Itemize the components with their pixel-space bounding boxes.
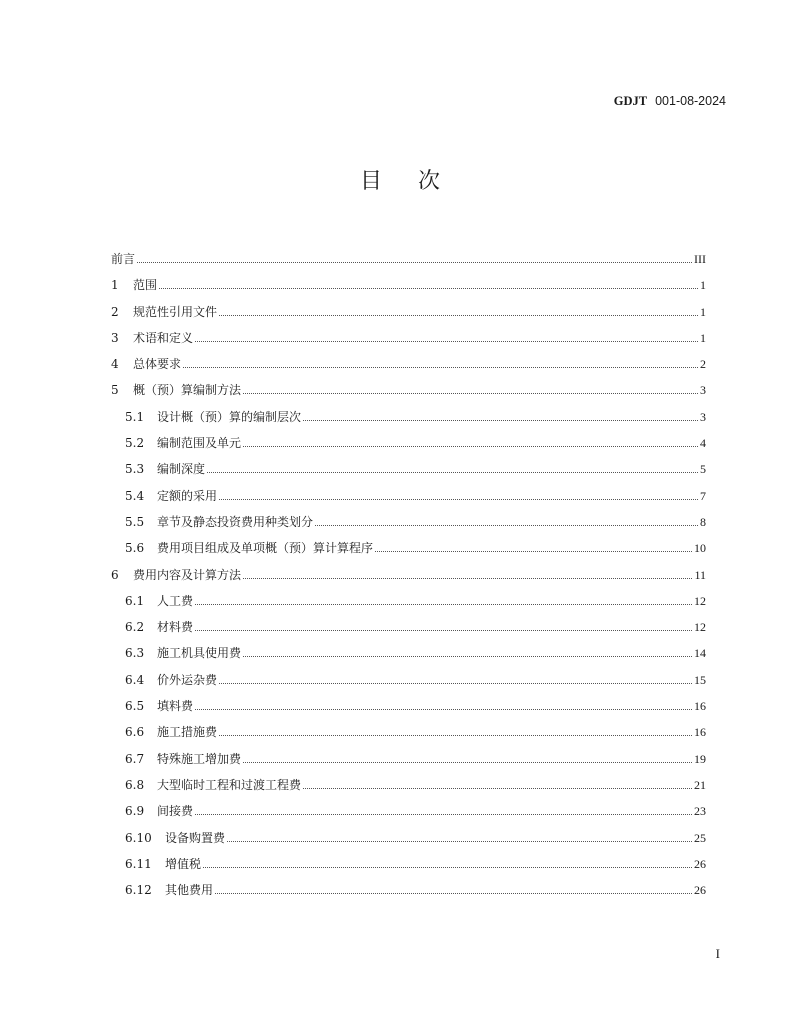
toc-entry[interactable] (111, 592, 706, 618)
toc-entry[interactable] (111, 381, 706, 407)
toc-entry-number: 2 (111, 304, 119, 319)
toc-dot-leader (243, 393, 698, 394)
document-code-number: 001-08-2024 (655, 94, 726, 108)
toc-entry-page: 16 (694, 699, 706, 714)
toc-entry[interactable] (111, 802, 706, 828)
toc-dot-leader (303, 788, 692, 789)
toc-entry-title: 施工机具使用费 (157, 646, 242, 661)
toc-dot-leader (375, 551, 692, 552)
toc-entry-title: 价外运杂费 (157, 672, 218, 687)
toc-title: 目次 (359, 169, 476, 194)
toc-dot-leader (243, 446, 698, 447)
toc-entry[interactable] (111, 723, 706, 749)
toc-entry-page: 21 (694, 777, 706, 792)
toc-entry-page: 26 (694, 856, 706, 871)
toc-dot-leader (195, 604, 692, 605)
toc-entry-title: 填料费 (157, 699, 194, 714)
toc-entry-title: 间接费 (157, 804, 194, 819)
toc-entry-number: 5.5 (125, 514, 145, 529)
toc-entry-page: 19 (694, 751, 706, 766)
toc-entry-title: 范围 (133, 278, 158, 293)
toc-entry-page: 8 (700, 514, 706, 529)
toc-entry[interactable] (111, 513, 706, 539)
toc-dot-leader (195, 814, 692, 815)
toc-entry-number: 6.12 (125, 883, 152, 898)
toc-dot-leader (219, 315, 698, 316)
toc-entry-page: 4 (700, 436, 706, 451)
toc-entry-number: 6.3 (125, 646, 145, 661)
toc-entry[interactable] (111, 566, 706, 592)
toc-entry-title: 特殊施工增加费 (157, 751, 242, 766)
toc-entry-page: 3 (700, 409, 706, 424)
toc-entry-page: 25 (694, 830, 706, 845)
toc-entry-number: 5 (111, 383, 119, 398)
toc-entry-page: 2 (700, 357, 706, 372)
toc-entry-title: 增值税 (165, 856, 202, 871)
toc-entry-title: 规范性引用文件 (133, 304, 218, 319)
toc-entry-number: 6.1 (125, 593, 145, 608)
toc-entry-number: 5.3 (125, 462, 145, 477)
toc-entry-page: 1 (700, 304, 706, 319)
toc-entry-title: 设备购置费 (165, 830, 226, 845)
toc-dot-leader (219, 499, 698, 500)
toc-entry-page: 15 (694, 672, 706, 687)
toc-entry-number: 5.4 (125, 488, 145, 503)
toc-entry-title: 费用内容及计算方法 (133, 567, 242, 582)
toc-entry-title: 编制深度 (157, 462, 206, 477)
toc-entry-number: 6.7 (125, 751, 145, 766)
toc-dot-leader (219, 735, 692, 736)
toc-entry-title: 章节及静态投资费用种类划分 (157, 514, 314, 529)
toc-entry-title: 术语和定义 (133, 330, 194, 345)
toc-entry[interactable] (111, 276, 706, 302)
toc-entry[interactable] (111, 250, 706, 276)
toc-entry-page: 3 (700, 383, 706, 398)
toc-entry-number: 6.2 (125, 620, 145, 635)
toc-entry-number: 6 (111, 567, 119, 582)
toc-entry[interactable] (111, 750, 706, 776)
toc-entry-number: 6.4 (125, 672, 145, 687)
toc-entry[interactable] (111, 355, 706, 381)
toc-entry-number: 6.8 (125, 777, 145, 792)
toc-entry-number: 6.6 (125, 725, 145, 740)
toc-entry-title: 前言 (111, 252, 136, 266)
toc-dot-leader (195, 341, 698, 342)
toc-entry-title: 定额的采用 (157, 488, 218, 503)
toc-entry[interactable] (111, 855, 706, 881)
toc-entry-title: 费用项目组成及单项概（预）算计算程序 (157, 541, 374, 556)
toc-dot-leader (137, 262, 692, 263)
toc-entry-title: 概（预）算编制方法 (133, 383, 242, 398)
toc-entry-number: 6.11 (125, 856, 152, 871)
toc-entry-title: 施工措施费 (157, 725, 218, 740)
toc-entry[interactable] (111, 697, 706, 723)
toc-entry-title: 设计概（预）算的编制层次 (157, 409, 302, 424)
toc-entry[interactable] (111, 329, 706, 355)
toc-entry[interactable] (111, 776, 706, 802)
toc-dot-leader (159, 288, 698, 289)
toc-entry[interactable] (111, 434, 706, 460)
toc-entry[interactable] (111, 618, 706, 644)
toc-entry[interactable] (111, 460, 706, 486)
toc-dot-leader (315, 525, 698, 526)
toc-entry[interactable] (111, 829, 706, 855)
toc-entry-page: 16 (694, 725, 706, 740)
toc-entry-title: 人工费 (157, 593, 194, 608)
toc-entry[interactable] (111, 539, 706, 565)
toc-entry-title: 编制范围及单元 (157, 436, 242, 451)
toc-entry-page: 23 (694, 804, 706, 819)
toc-entry-page: 1 (700, 330, 706, 345)
toc-entry-number: 3 (111, 330, 119, 345)
toc-entry-page: 11 (694, 567, 706, 582)
toc-dot-leader (183, 367, 698, 368)
toc-entry-number: 5.1 (125, 409, 145, 424)
toc-dot-leader (195, 709, 692, 710)
toc-entry-page: 14 (694, 646, 706, 661)
toc-entry-title: 大型临时工程和过渡工程费 (157, 777, 302, 792)
toc-entry-number: 5.6 (125, 541, 145, 556)
toc-entry[interactable] (111, 881, 706, 907)
toc-entry-page: 12 (694, 593, 706, 608)
toc-dot-leader (195, 630, 692, 631)
toc-entry-page: III (694, 252, 706, 266)
toc-dot-leader (227, 841, 692, 842)
toc-entry-page: 12 (694, 620, 706, 635)
toc-entry-title: 总体要求 (133, 357, 182, 372)
toc-entry-page: 26 (694, 883, 706, 898)
toc-dot-leader (243, 762, 692, 763)
toc-dot-leader (215, 893, 692, 894)
toc-dot-leader (203, 867, 692, 868)
toc-entry-number: 6.10 (125, 830, 152, 845)
toc-dot-leader (303, 420, 698, 421)
toc-entry-page: 1 (700, 278, 706, 293)
toc-dot-leader (207, 472, 698, 473)
toc-entry-page: 10 (694, 541, 706, 556)
document-code-prefix: GDJT (613, 94, 648, 108)
toc-dot-leader (243, 656, 692, 657)
toc-entry-page: 5 (700, 462, 706, 477)
toc-entry-title: 材料费 (157, 620, 194, 635)
toc-entry[interactable] (111, 303, 706, 329)
toc-entry-number: 6.5 (125, 699, 145, 714)
toc-entry-number: 4 (111, 357, 119, 372)
toc-entry-title: 其他费用 (165, 883, 214, 898)
toc-dot-leader (243, 578, 692, 579)
toc-dot-leader (219, 683, 692, 684)
toc-entry-number: 6.9 (125, 804, 145, 819)
table-of-contents (111, 250, 706, 907)
toc-entry[interactable] (111, 671, 706, 697)
toc-entry-number: 5.2 (125, 436, 145, 451)
toc-entry-page: 7 (700, 488, 706, 503)
document-code (614, 93, 726, 109)
toc-entry[interactable] (111, 487, 706, 513)
page-number: I (715, 946, 720, 961)
toc-entry[interactable] (111, 408, 706, 434)
toc-entry-number: 1 (111, 278, 119, 293)
toc-entry[interactable] (111, 644, 706, 670)
